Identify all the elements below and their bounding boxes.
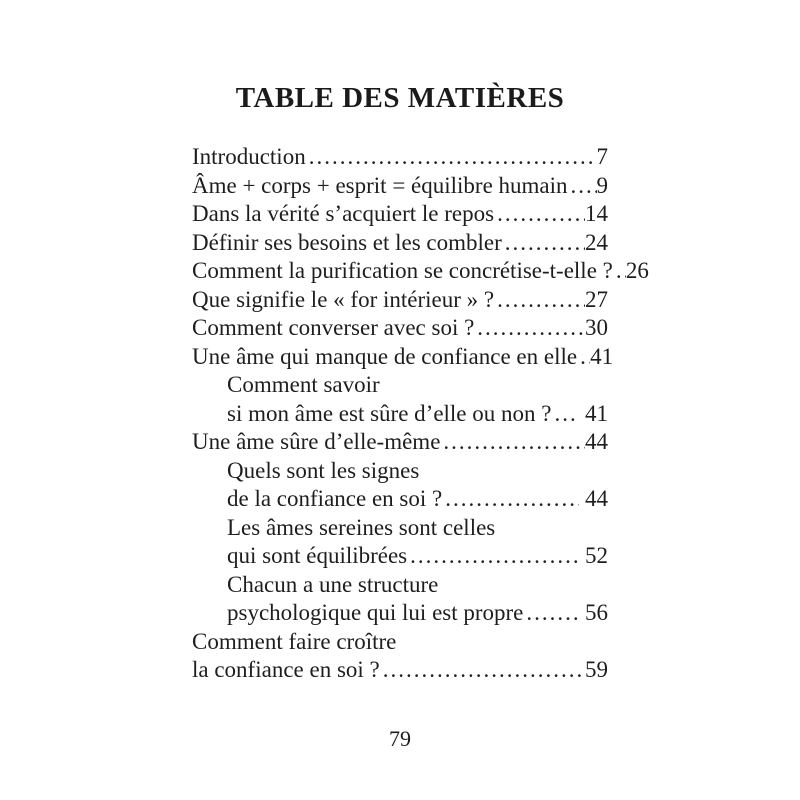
toc-entry <box>192 656 608 685</box>
toc-entry-page: 44 <box>585 429 608 454</box>
toc-entry <box>192 257 649 286</box>
toc-entry-label: Comment la purification se concrétise-t-elle ? <box>192 258 613 283</box>
dot-leader <box>505 229 585 258</box>
toc-entry-label: Une âme qui manque de confiance en elle <box>192 343 578 369</box>
toc-entry-label: Comment faire croître <box>192 628 397 654</box>
toc-entry-label: qui sont équilibrées <box>227 543 408 568</box>
toc-entry-label: Quels sont les signes <box>227 457 420 483</box>
dot-leader <box>616 257 626 286</box>
toc-entry-page: 24 <box>585 229 608 255</box>
toc-entry <box>192 143 608 172</box>
toc-entry-page: 52 <box>585 543 608 568</box>
toc-entry-label: de la confiance en soi ? <box>227 486 443 511</box>
toc-entry-label: Les âmes sereines sont celles <box>227 514 496 540</box>
dot-leader <box>497 286 585 315</box>
toc-entry <box>192 514 608 543</box>
toc-entry-label: si mon âme est sûre d’elle ou non ? <box>227 400 552 426</box>
toc-entry <box>192 400 608 429</box>
toc-entry-page: 56 <box>585 600 608 625</box>
dot-leader <box>497 200 585 229</box>
page-title: TABLE DES MATIÈRES <box>235 82 565 114</box>
toc-entry-page: 26 <box>625 258 649 283</box>
toc-entry <box>192 542 608 571</box>
toc-entry <box>192 628 608 657</box>
folio-page-number: 79 <box>389 726 411 751</box>
dot-leader <box>554 400 579 429</box>
toc-entry-page: 59 <box>585 657 608 682</box>
toc-entry-label: Comment savoir <box>227 372 380 397</box>
toc-entry <box>192 286 608 315</box>
toc-entry <box>192 200 608 229</box>
toc-entry <box>192 428 608 457</box>
toc-entry-label: Dans la vérité s’acquiert le repos <box>192 201 495 226</box>
dot-leader <box>571 172 597 201</box>
dot-leader <box>445 485 579 514</box>
toc-entry-page: 41 <box>585 400 608 426</box>
toc-entry-label: Chacun a une structure <box>227 571 439 597</box>
toc-entry <box>192 229 608 258</box>
toc-entry-page: 27 <box>585 286 608 312</box>
toc-entry <box>192 457 608 486</box>
dot-leader <box>443 428 585 457</box>
toc-entry-label: Définir ses besoins et les combler <box>192 229 502 255</box>
toc-entry <box>192 172 608 201</box>
dot-leader <box>526 599 579 628</box>
dot-leader <box>477 314 585 343</box>
toc-entry <box>192 485 608 514</box>
toc-entry-page: 44 <box>585 486 608 511</box>
dot-leader <box>410 542 579 571</box>
toc-entry-page: 14 <box>585 201 608 226</box>
dot-leader <box>383 656 585 685</box>
toc-entry <box>192 371 608 400</box>
toc-entry-label: Âme + corps + esprit = équilibre humain <box>192 172 568 198</box>
toc-entry-label: psychologique qui lui est propre <box>227 600 524 625</box>
toc-entry-label: Que signifie le « for intérieur » ? <box>192 286 495 312</box>
toc-entry-page: 9 <box>596 172 608 198</box>
toc-entry-page: 7 <box>596 144 608 169</box>
toc-entry-page: 41 <box>590 343 614 369</box>
toc-entry <box>192 571 608 600</box>
toc-entry-label: la confiance en soi ? <box>192 657 380 682</box>
dot-leader <box>580 343 590 372</box>
toc-entry <box>192 599 608 628</box>
toc-entry <box>192 343 614 372</box>
toc-entry-page: 30 <box>585 315 608 340</box>
toc-entry-label: Introduction <box>192 144 306 169</box>
toc-entry <box>192 314 608 343</box>
toc-entry-label: Comment converser avec soi ? <box>192 315 475 340</box>
toc-entry-label: Une âme sûre d’elle-même <box>192 429 441 454</box>
table-of-contents <box>192 143 649 685</box>
dot-leader <box>309 143 597 172</box>
